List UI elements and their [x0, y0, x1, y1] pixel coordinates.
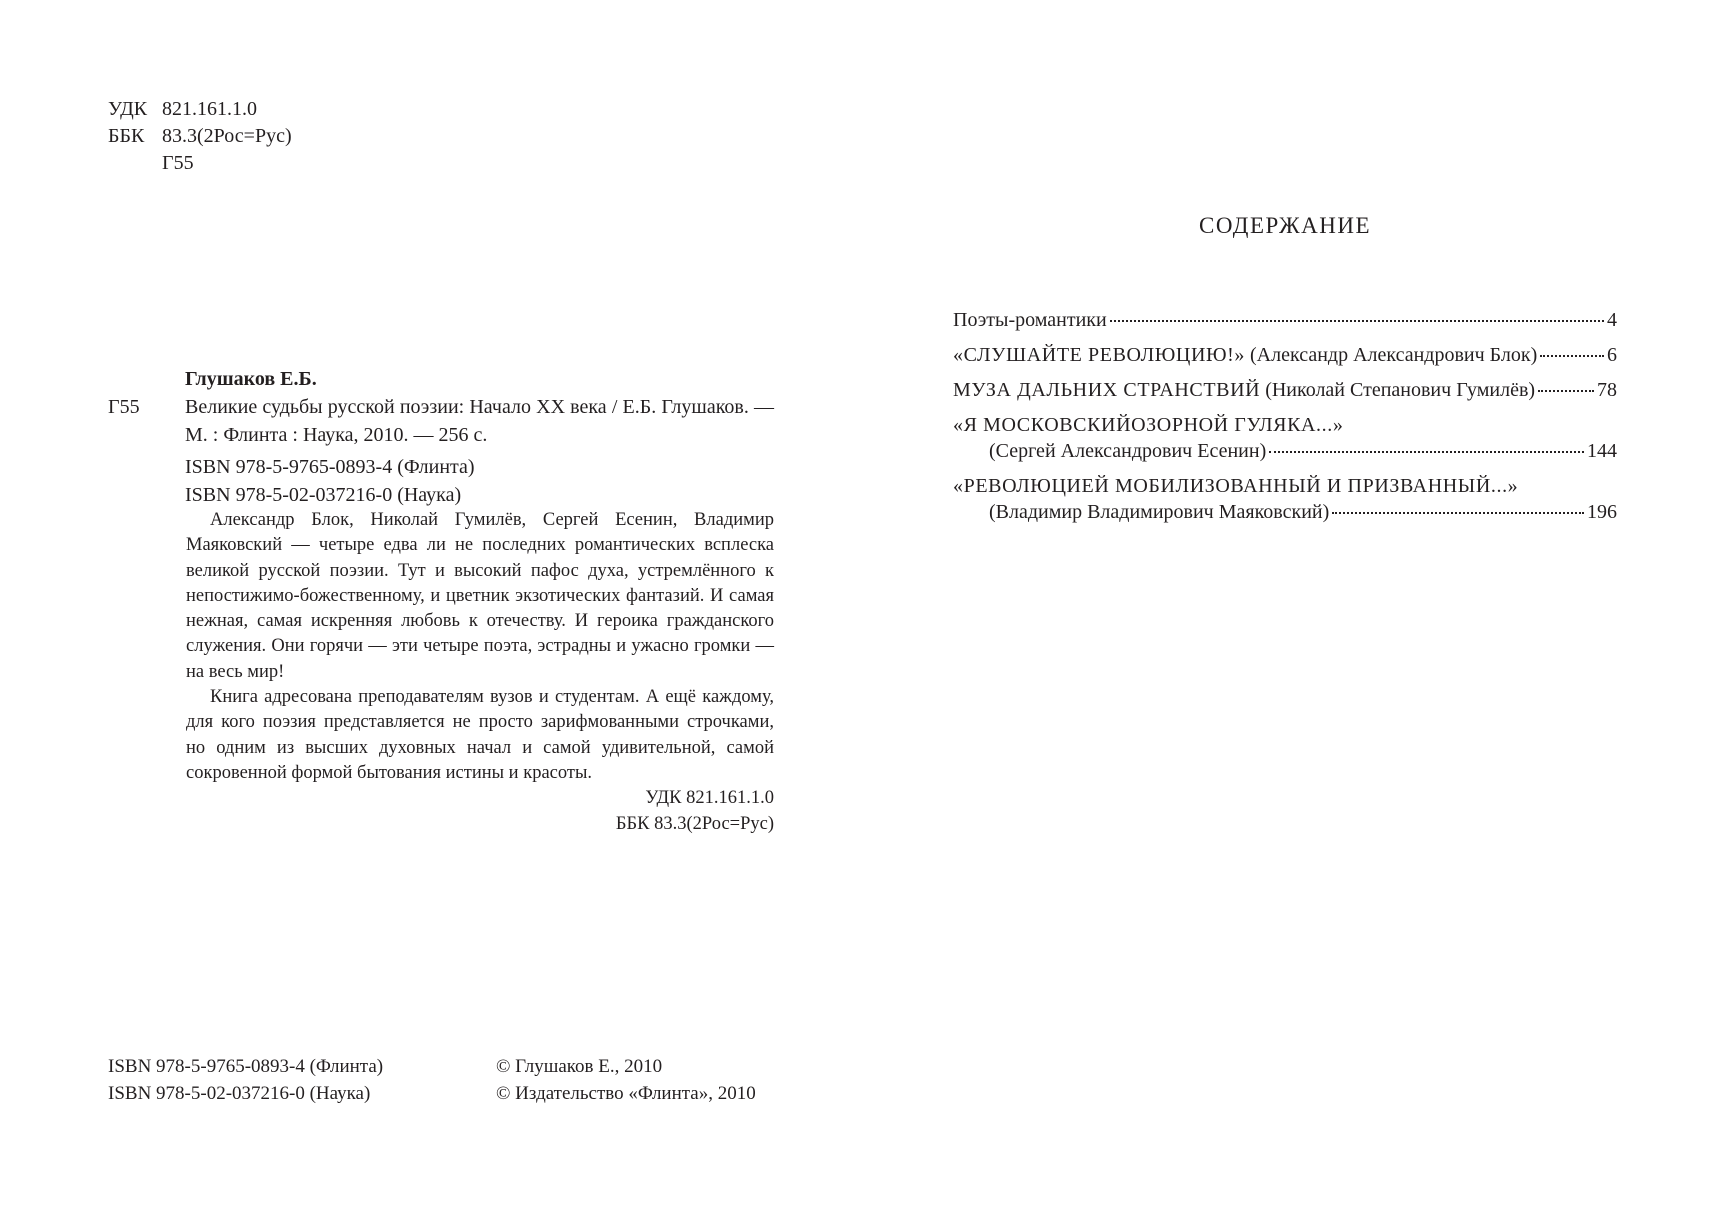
bottom-isbn-flinta: ISBN 978-5-9765-0893-4 (Флинта) — [108, 1056, 384, 1077]
bottom-isbn-block — [108, 1053, 383, 1107]
toc-entry-author: (Николай Степанович Гумилёв) — [1265, 379, 1536, 401]
author-mark: Г55 — [162, 152, 194, 174]
udk-row — [108, 96, 292, 123]
leader-dots — [1540, 354, 1604, 357]
card-description: Великие судьбы русской поэзии: Начало XX века / Е.Б. Глушаков. — М. : Флинта : Наука, 2010. — 256 с. — [185, 396, 774, 446]
toc-entry[interactable] — [953, 307, 1617, 333]
udk-value: 821.161.1.0 — [162, 98, 257, 120]
annotation-paragraph-2: Книга адресована преподавателям вузов и студентам. А ещё каждому, для кого поэзия представляется не просто зарифмованными строчками, но одним из высших духовных начал и самой удивительной, самой сокровенной формой бытования истины и красоты. — [186, 687, 774, 783]
toc-entry-title: «СЛУШАЙТЕ РЕВОЛЮЦИЮ!» — [953, 344, 1246, 366]
annotation — [186, 508, 774, 837]
bottom-isbn-nauka: ISBN 978-5-02-037216-0 (Наука) — [108, 1083, 371, 1104]
udk-label: УДК — [108, 98, 148, 120]
annotation-paragraph-1: Александр Блок, Николай Гумилёв, Сергей Есенин, Владимир Маяковский — четыре едва ли не последних романтических всплеска великой русской поэзии. Тут и высокий пафос духа, устремлённого к непостижимо-божественному, и цветник экзотических фантазий. И самая нежная, самая искренняя любовь к отечеству. И героика гражданского служения. Они горячи — эти четыре поэта, эстрадны и ужасно громки — на весь мир! — [186, 510, 774, 682]
annotation-udk: УДК 821.161.1.0 — [645, 788, 774, 809]
leader-dots — [1269, 450, 1584, 453]
card-isbn-flinta: ISBN 978-5-9765-0893-4 (Флинта) — [185, 456, 475, 478]
toc-entry-title: МУЗА ДАЛЬНИХ СТРАНСТВИЙ — [953, 379, 1261, 401]
toc-entry-author: (Александр Александрович Блок) — [1250, 344, 1538, 366]
toc-entry-page: 4 — [1607, 309, 1617, 331]
bbk-row — [108, 123, 292, 150]
toc-entry-page: 78 — [1597, 379, 1617, 401]
table-of-contents — [953, 307, 1617, 534]
annotation-bbk: ББК 83.3(2Рос=Рус) — [615, 813, 774, 834]
catalog-card — [108, 365, 774, 509]
leader-dots — [1332, 511, 1584, 514]
card-main — [108, 393, 774, 449]
toc-entry-author: (Сергей Александрович Есенин) — [989, 440, 1267, 462]
copyright-block — [496, 1053, 756, 1107]
toc-entry-title: «РЕВОЛЮЦИЕЙ МОБИЛИЗОВАННЫЙ И ПРИЗВАННЫЙ...» — [953, 475, 1519, 497]
card-isbn-list — [108, 453, 774, 509]
toc-entry[interactable] — [953, 412, 1617, 464]
bbk-label: ББК — [108, 125, 145, 147]
toc-entry-title: «Я МОСКОВСКИЙОЗОРНОЙ ГУЛЯКА...» — [953, 414, 1344, 436]
copyright-author: © Глушаков Е., 2010 — [496, 1056, 663, 1077]
toc-entry-page: 6 — [1607, 344, 1617, 366]
leader-dots — [1110, 319, 1604, 322]
toc-entry[interactable] — [953, 473, 1617, 525]
toc-entry-author: (Владимир Владимирович Маяковский) — [989, 501, 1330, 523]
bbk-value: 83.3(2Рос=Рус) — [162, 125, 292, 147]
toc-entry[interactable] — [953, 342, 1617, 368]
card-isbn-nauka: ISBN 978-5-02-037216-0 (Наука) — [185, 484, 462, 506]
classification-block — [108, 96, 292, 177]
toc-entry-page: 196 — [1587, 501, 1617, 523]
toc-title: СОДЕРЖАНИЕ — [1198, 213, 1371, 238]
toc-entry-title: Поэты-романтики — [953, 309, 1107, 331]
toc-entry-page: 144 — [1587, 440, 1617, 462]
toc-entry[interactable] — [953, 377, 1617, 403]
card-code: Г55 — [108, 396, 140, 418]
card-author: Глушаков Е.Б. — [185, 368, 317, 390]
copyright-publisher: © Издательство «Флинта», 2010 — [496, 1083, 756, 1104]
leader-dots — [1538, 389, 1594, 392]
